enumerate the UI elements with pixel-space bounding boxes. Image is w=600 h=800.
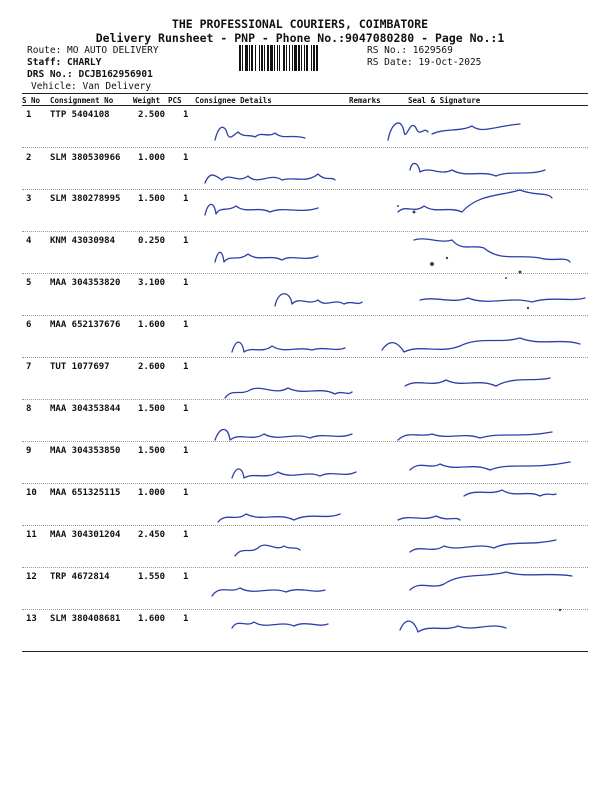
row-pcs: 1 [183, 614, 189, 624]
consignee-handwriting-4 [215, 252, 318, 262]
barcode-image [239, 45, 363, 71]
signature-handwriting-6 [382, 338, 580, 352]
consignee-handwriting-2 [205, 174, 335, 183]
col-header-remarks: Remarks [349, 96, 381, 105]
row-weight: 1.500 [138, 446, 166, 456]
consignee-handwriting-8 [215, 430, 352, 441]
signature-handwriting-4 [414, 239, 570, 262]
row-consignment-no: KNM 43030984 [50, 236, 116, 246]
row-consignment-no: MAA 651325115 [50, 488, 121, 498]
row-weight: 1.000 [138, 488, 166, 498]
rs-number: RS No.: 1629569 [367, 45, 453, 56]
row-weight: 1.500 [138, 404, 166, 414]
header-bottom-rule [22, 105, 588, 106]
row-consignment-no: MAA 652137676 [50, 320, 121, 330]
signature-handwriting-1 [388, 123, 520, 140]
consignee-handwriting-11 [235, 545, 300, 556]
consignee-handwriting-1 [215, 127, 305, 140]
row-consignment-no: SLM 380530966 [50, 153, 121, 163]
rs-date: RS Date: 19-Oct-2025 [367, 57, 482, 68]
signature-handwriting-13 [400, 621, 506, 632]
drs-number: DRS No.: DCJB162956901 [27, 69, 153, 80]
row-separator [22, 483, 588, 484]
consignee-handwriting-10 [218, 514, 340, 522]
signature-handwriting-7 [405, 378, 550, 386]
signature-handwriting-9 [410, 462, 570, 470]
row-separator [22, 315, 588, 316]
consignee-handwriting-6 [232, 342, 345, 352]
row-sno: 1 [26, 110, 32, 120]
row-sno: 9 [26, 446, 32, 456]
row-consignment-no: SLM 380278995 [50, 194, 121, 204]
row-separator [22, 399, 588, 400]
row-consignment-no: TRP 4672814 [50, 572, 110, 582]
row-pcs: 1 [183, 110, 189, 120]
row-weight: 1.000 [138, 153, 166, 163]
row-pcs: 1 [183, 194, 189, 204]
signature-handwriting-12 [410, 572, 572, 590]
row-separator [22, 189, 588, 190]
row-pcs: 1 [183, 153, 189, 163]
row-sno: 2 [26, 153, 32, 163]
row-sno: 10 [26, 488, 37, 498]
row-sno: 5 [26, 278, 32, 288]
table-end-rule [22, 651, 588, 652]
row-consignment-no: MAA 304301204 [50, 530, 121, 540]
row-sno: 6 [26, 320, 32, 330]
row-separator [22, 609, 588, 610]
row-sno: 12 [26, 572, 37, 582]
col-header-sno: S No [22, 96, 41, 105]
signature-handwriting-10 [398, 490, 556, 520]
row-pcs: 1 [183, 488, 189, 498]
row-weight: 1.550 [138, 572, 166, 582]
row-consignment-no: MAA 304353850 [50, 446, 121, 456]
row-consignment-no: TTP 5404108 [50, 110, 110, 120]
col-header-weight: Weight [133, 96, 161, 105]
row-consignment-no: SLM 380408681 [50, 614, 121, 624]
row-weight: 1.600 [138, 614, 166, 624]
signature-handwriting-2 [410, 163, 545, 176]
scan-speckles [397, 205, 561, 611]
row-pcs: 1 [183, 236, 189, 246]
row-consignment-no: MAA 304353820 [50, 278, 121, 288]
col-header-consignment: Consignment No [50, 96, 114, 105]
company-name: THE PROFESSIONAL COURIERS, COIMBATORE [171, 17, 429, 31]
row-separator [22, 273, 588, 274]
row-weight: 2.450 [138, 530, 166, 540]
row-weight: 1.500 [138, 194, 166, 204]
signature-handwriting-3 [398, 190, 552, 212]
row-pcs: 1 [183, 362, 189, 372]
row-pcs: 1 [183, 572, 189, 582]
route-info: Route: MO AUTO DELIVERY [27, 45, 159, 56]
row-sno: 11 [26, 530, 37, 540]
col-header-consignee: Consignee Details [195, 96, 272, 105]
row-pcs: 1 [183, 278, 189, 288]
row-pcs: 1 [183, 404, 189, 414]
row-weight: 2.600 [138, 362, 166, 372]
row-separator [22, 357, 588, 358]
consignee-handwriting-12 [212, 588, 325, 596]
row-sno: 8 [26, 404, 32, 414]
consignee-handwriting-7 [225, 388, 352, 398]
consignee-handwriting-13 [232, 622, 328, 628]
runsheet-subtitle: Delivery Runsheet - PNP - Phone No.:9047080280 - Page No.:1 [95, 31, 505, 45]
row-sno: 13 [26, 614, 37, 624]
consignee-handwriting-3 [205, 204, 318, 215]
vehicle-info: Vehicle: Van Delivery [31, 81, 152, 92]
row-separator [22, 525, 588, 526]
row-sno: 3 [26, 194, 32, 204]
col-header-pcs: PCS [168, 96, 182, 105]
row-separator [22, 147, 588, 148]
row-pcs: 1 [183, 530, 189, 540]
row-weight: 0.250 [138, 236, 166, 246]
consignee-handwriting-9 [232, 469, 356, 478]
signature-handwriting-5 [420, 298, 585, 302]
row-separator [22, 567, 588, 568]
row-weight: 1.600 [138, 320, 166, 330]
row-separator [22, 231, 588, 232]
row-pcs: 1 [183, 320, 189, 330]
consignee-handwriting-5 [275, 294, 362, 306]
header-top-rule [22, 93, 588, 94]
row-pcs: 1 [183, 446, 189, 456]
row-weight: 3.100 [138, 278, 166, 288]
row-sno: 7 [26, 362, 32, 372]
row-weight: 2.500 [138, 110, 166, 120]
signature-handwriting-8 [398, 432, 552, 440]
row-consignment-no: TUT 1077697 [50, 362, 110, 372]
row-sno: 4 [26, 236, 32, 246]
signature-handwriting-11 [410, 540, 556, 552]
staff-info: Staff: CHARLY [27, 57, 102, 68]
row-consignment-no: MAA 304353844 [50, 404, 121, 414]
row-separator [22, 441, 588, 442]
col-header-seal: Seal & Signature [408, 96, 481, 105]
